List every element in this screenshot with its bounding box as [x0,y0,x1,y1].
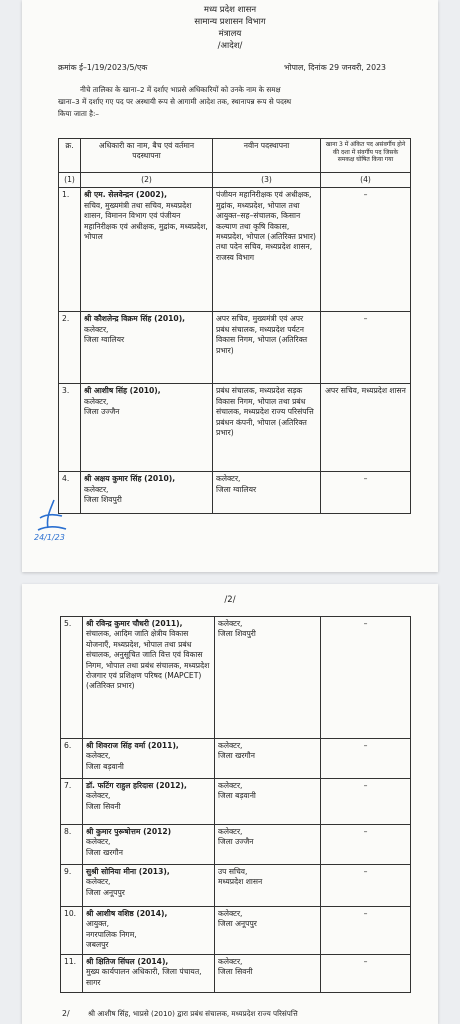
row-equivalent-post: – [321,907,411,955]
footer-paragraph-number: 2/ [62,1009,70,1018]
table-row [61,825,411,865]
officer-current-post: सचिव, मुख्यमंत्री तथा सचिव, मध्यप्रदेश शासन, विमानन विभाग एवं पंजीयन महानिरीक्षक एवं अधीक्षक, मुद्रांक, मध्यप्रदेश, भोपाल [84,200,208,242]
row-new-posting: उप सचिव, मध्यप्रदेश शासन [215,865,321,907]
row-officer [81,188,213,312]
row-officer [83,907,215,955]
row-equivalent-post: – [321,865,411,907]
row-serial: 10. [61,907,83,955]
handwritten-initial [32,496,72,536]
row-officer [83,865,215,907]
posting-table-page-2 [60,616,411,993]
column-number-row [59,173,411,188]
officer-name: श्री क्षितिज सिंघल (2014), [86,957,169,966]
row-serial: 5. [61,617,83,739]
table-row [61,955,411,993]
row-new-posting: कलेक्टर, जिला बड़वानी [215,779,321,825]
row-equivalent-post: – [321,472,411,514]
row-new-posting: प्रबंध संचालक, मध्यप्रदेश सड़क विकास निगम, भोपाल तथा प्रबंध संचालक, मध्यप्रदेश राज्य परिसंपत्ति प्रबंधन कंपनी, भोपाल (अतिरिक्त प्रभार) [213,384,321,472]
row-serial: 8. [61,825,83,865]
row-new-posting: कलेक्टर, जिला उज्जैन [215,825,321,865]
page-number: /2/ [224,595,236,605]
officer-name: श्री कौशलेन्द्र विक्रम सिंह (2010), [84,314,186,324]
header-department: सामान्य प्रशासन विभाग [194,17,266,27]
table-row [59,384,411,472]
header-equivalent-post: खाना 3 में अंकित पद असंवर्गीय होने की दशा में संवर्गीय पद जिसके समकक्ष घोषित किया गया [321,139,411,173]
officer-name: श्री कुमार पुरूषोत्तम (2012) [86,827,172,836]
officer-current-post: आयुक्त, नगरपालिक निगम, जबलपुर [86,919,137,950]
row-new-posting: कलेक्टर, जिला खरगौन [215,739,321,779]
officer-name: श्री रविन्द्र कुमार चौधरी (2011), [86,619,183,628]
row-officer [83,779,215,825]
officer-current-post: कलेक्टर, जिला खरगौन [86,837,123,857]
order-page-1 [22,0,438,572]
row-serial: 1. [59,188,81,312]
row-equivalent-post: – [321,312,411,384]
row-officer [81,312,213,384]
officer-name: श्री आशीष सिंह (2010), [84,386,161,396]
row-new-posting: अपर सचिव, मुख्यमंत्री एवं अपर प्रबंध संचालक, मध्यप्रदेश पर्यटन विकास निगम, भोपाल (अतिरिक्त प्रभार) [213,312,321,384]
row-equivalent-post: – [321,188,411,312]
posting-table-page-1 [58,138,411,514]
row-new-posting: कलेक्टर, जिला सिवनी [215,955,321,993]
intro-line-1: नीचे तालिका के खाना–2 में दर्शाए भाप्रसे अधिकारियों को उनके नाम के समक्ष [80,85,281,94]
intro-line-2: खाना–3 में दर्शाए गए पद पर अस्थायी रूप से आगामी आदेश तक, स्थानापन्न रूप से पदस्थ [58,97,292,106]
officer-name: श्री शिवराज सिंह वर्मा (2011), [86,741,179,750]
officer-current-post: संचालक, आदिम जाति क्षेत्रीय विकास योजनाएँ, मध्यप्रदेश, भोपाल तथा प्रबंध संचालक, अनुसूचित जाति वित्त एवं विकास निगम, भोपाल तथा प्रबंध संचालक, मध्यप्रदेश रोजगार एवं प्रशिक्षण परिषद (MAPCET) (अतिरिक्त प्रभार) [86,629,210,691]
row-officer [83,825,215,865]
row-serial: 4. [59,472,81,514]
officer-current-post: कलेक्टर, जिला शिवपुरी [84,484,122,505]
table-header-row [59,139,411,173]
header-government: मध्य प्रदेश शासन [203,5,257,15]
footer-paragraph-text: श्री आशीष सिंह, भाप्रसे (2010) द्वारा प्रबंध संचालक, मध्यप्रदेश राज्य परिसंपत्ति [88,1009,298,1018]
row-equivalent-post: – [321,617,411,739]
officer-current-post: कलेक्टर, जिला अनूपपुर [86,877,125,897]
table-row [59,472,411,514]
officer-name: सुश्री सोनिया मीना (2013), [86,867,170,876]
column-number: (3) [213,173,321,188]
order-page-2 [22,584,438,1024]
row-serial: 6. [61,739,83,779]
intro-line-3: किया जाता है:– [58,109,99,118]
header-ministry: मंत्रालय [218,29,242,39]
table-row [59,188,411,312]
order-date: भोपाल, दिनांक 29 जनवरी, 2023 [284,63,387,72]
officer-current-post: कलेक्टर, जिला उज्जैन [84,396,120,417]
officer-current-post: कलेक्टर, जिला सिवनी [86,791,121,811]
officer-current-post: कलेक्टर, जिला ग्वालियर [84,324,125,345]
row-officer [81,384,213,472]
table-row [61,907,411,955]
header-order-title: /आदेश/ [217,41,243,51]
row-equivalent-post: – [321,825,411,865]
column-number: (4) [321,173,411,188]
officer-current-post: कलेक्टर, जिला बड़वानी [86,751,124,771]
officer-name: डॉ. फटिंग राहुल हरिदास (2012), [86,781,187,790]
table-row [61,739,411,779]
signature-date: 24/1/23 [34,533,65,542]
officer-name: श्री आशीष वशिष्ठ (2014), [86,909,168,918]
row-new-posting: पंजीयन महानिरीक्षक एवं अधीक्षक, मुद्रांक, मध्यप्रदेश, भोपाल तथा आयुक्त–सह–संचालक, किसान कल्याण तथा कृषि विकास, मध्यप्रदेश, भोपाल (अतिरिक्त प्रभार) तथा पदेन सचिव, मध्यप्रदेश शासन, राजस्व विभाग [213,188,321,312]
row-new-posting: कलेक्टर, जिला अनूपपुर [215,907,321,955]
header-new-posting: नवीन पदस्थापना [213,139,321,173]
row-serial: 2. [59,312,81,384]
officer-name: श्री एम. सेलवेन्द्रन (2002), [84,190,167,200]
row-equivalent-post: – [321,739,411,779]
table-row [59,312,411,384]
row-officer [81,472,213,514]
row-officer [83,617,215,739]
header-officer: अधिकारी का नाम, बैच एवं वर्तमान पदस्थापना [81,139,213,173]
row-officer [83,739,215,779]
row-serial: 11. [61,955,83,993]
row-new-posting: कलेक्टर, जिला ग्वालियर [213,472,321,514]
row-officer [83,955,215,993]
row-serial: 9. [61,865,83,907]
table-row [61,865,411,907]
order-number: क्रमांक ई–1/19/2023/5/एक [58,63,148,72]
table-row [61,617,411,739]
table-row [61,779,411,825]
header-serial: क्र. [59,139,81,173]
row-serial: 7. [61,779,83,825]
row-serial: 3. [59,384,81,472]
row-equivalent-post: – [321,779,411,825]
column-number: (2) [81,173,213,188]
officer-name: श्री अक्षय कुमार सिंह (2010), [84,474,176,484]
column-number: (1) [59,173,81,188]
row-new-posting: कलेक्टर, जिला शिवपुरी [215,617,321,739]
row-equivalent-post: अपर सचिव, मध्यप्रदेश शासन [321,384,411,472]
row-equivalent-post: – [321,955,411,993]
officer-current-post: मुख्य कार्यपालन अधिकारी, जिला पंचायत, सागर [86,967,202,987]
